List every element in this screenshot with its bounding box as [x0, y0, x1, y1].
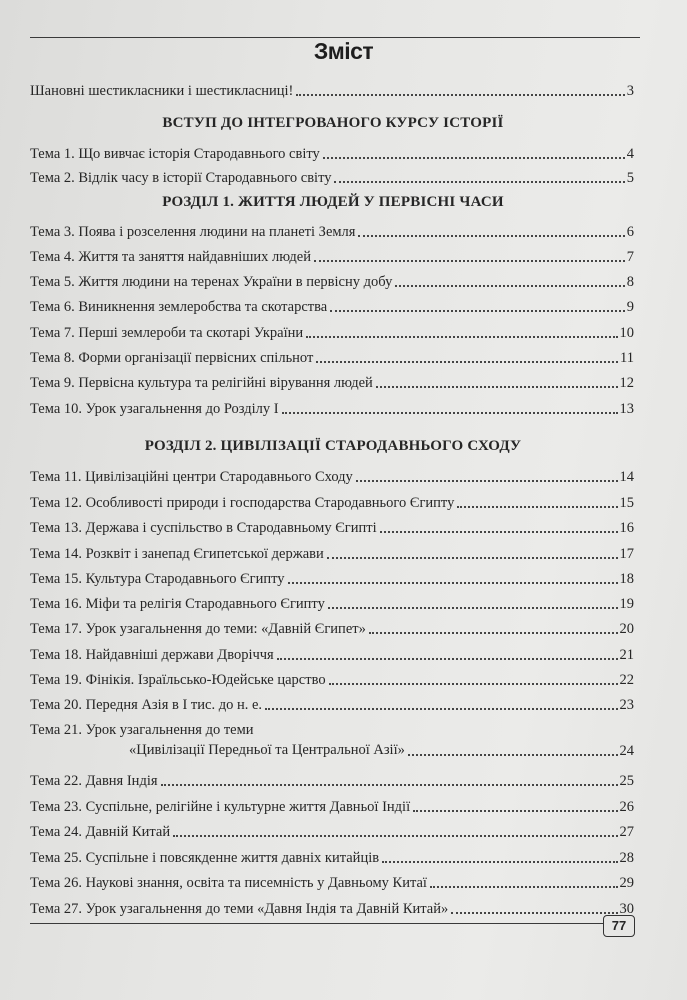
toc-entry-page: 21 — [619, 647, 634, 663]
toc-entry-page: 20 — [619, 621, 634, 637]
toc-entry-label: Тема 24. Давній Китай — [30, 824, 171, 840]
toc-entry — [30, 843, 634, 867]
toc-entry-label: Тема 2. Відлік часу в історії Стародавнього світу — [30, 170, 332, 186]
leader-dots — [328, 607, 618, 609]
toc-entry-label: Тема 16. Міфи та релігія Стародавнього Єгипту — [30, 596, 325, 612]
leader-dots — [376, 386, 618, 388]
toc-entry — [30, 640, 634, 664]
toc-entry-page: 10 — [619, 325, 634, 341]
toc-entry-page: 15 — [619, 495, 634, 511]
toc-entry-page: 19 — [619, 596, 634, 612]
toc-entry-label: Тема 12. Особливості природи і господарства Стародавнього Єгипту — [30, 495, 455, 511]
leader-dots — [408, 754, 618, 756]
toc-entry — [30, 217, 634, 241]
toc-entry-page: 24 — [619, 743, 634, 759]
toc-entry-label: Тема 22. Давня Індія — [30, 773, 158, 789]
toc-entry — [30, 589, 634, 613]
toc-entry-page: 7 — [626, 249, 634, 265]
toc-entry-page: 30 — [619, 901, 634, 917]
leader-dots — [356, 480, 618, 482]
toc-entry-label-line1: Тема 21. Урок узагальнення до теми — [30, 722, 254, 738]
toc-entry-label: Тема 3. Поява і розселення людини на планеті Земля — [30, 224, 356, 240]
leader-dots — [314, 260, 625, 262]
leader-dots — [329, 683, 618, 685]
page-number-badge: 77 — [603, 915, 635, 937]
toc-entry-label: Тема 25. Суспільне і повсякденне життя давніх китайців — [30, 850, 380, 866]
page-title: Зміст — [313, 38, 374, 64]
leader-dots — [327, 557, 618, 559]
leader-dots — [316, 361, 618, 363]
leader-dots — [382, 861, 617, 863]
toc-entry — [30, 614, 634, 638]
toc-entry-page: 17 — [619, 546, 634, 562]
toc-entry-page: 4 — [626, 146, 634, 162]
toc-entry — [30, 462, 634, 486]
toc-entry-page: 25 — [619, 773, 634, 789]
toc-entry-page: 27 — [619, 824, 634, 840]
toc-entry-label — [30, 720, 405, 760]
toc-intro — [30, 76, 634, 100]
leader-dots — [369, 632, 618, 634]
leader-dots — [161, 784, 618, 786]
toc-entry-page: 18 — [619, 571, 634, 587]
toc-intro-page: 3 — [626, 83, 634, 99]
toc-entry-label: Тема 4. Життя та заняття найдавніших людей — [30, 249, 311, 265]
leader-dots — [277, 658, 618, 660]
toc-entry — [30, 368, 634, 392]
leader-dots — [296, 94, 624, 96]
leader-dots — [358, 235, 624, 237]
toc-entry-page: 16 — [619, 520, 634, 536]
leader-dots — [451, 912, 617, 914]
leader-dots — [457, 506, 617, 508]
toc-entry-label: Тема 1. Що вивчає історія Стародавнього світу — [30, 146, 320, 162]
toc-entry-label: Тема 17. Урок узагальнення до теми: «Давній Єгипет» — [30, 621, 366, 637]
toc-entry-label: Тема 9. Первісна культура та релігійні вірування людей — [30, 375, 373, 391]
toc-entry-page: 11 — [620, 350, 634, 366]
toc-entry-page: 26 — [619, 799, 634, 815]
toc-entry-label: Тема 15. Культура Стародавнього Єгипту — [30, 571, 285, 587]
toc-entry — [30, 318, 634, 342]
toc-entry — [30, 868, 634, 892]
toc-entry-page: 23 — [619, 697, 634, 713]
toc-entry — [30, 394, 634, 418]
toc-entry-page: 28 — [619, 850, 634, 866]
toc-entry-label: Тема 27. Урок узагальнення до теми «Давня Індія та Давній Китай» — [30, 901, 449, 917]
toc-entry-page: 22 — [619, 672, 634, 688]
toc-entry-label-line2: «Цивілізації Передньої та Центральної Азії» — [129, 742, 405, 758]
toc-entry-page: 13 — [619, 401, 634, 417]
leader-dots — [173, 835, 617, 837]
toc-entry — [30, 488, 634, 512]
toc-entry-page: 12 — [619, 375, 634, 391]
toc-entry — [30, 817, 634, 841]
toc-entry — [30, 267, 634, 291]
toc-entry — [30, 163, 634, 187]
toc-entry — [30, 564, 634, 588]
leader-dots — [282, 412, 618, 414]
toc-entry-page: 6 — [626, 224, 634, 240]
toc-entry-label: Тема 7. Перші землероби та скотарі України — [30, 325, 304, 341]
toc-entry-label: Тема 8. Форми організації первісних спільнот — [30, 350, 314, 366]
toc-entry-label: Тема 20. Передня Азія в І тис. до н. е. — [30, 697, 263, 713]
toc-entry — [30, 766, 634, 790]
toc-entry — [30, 792, 634, 816]
toc-intro-label: Шановні шестикласники і шестикласниці! — [30, 83, 294, 99]
toc-entry-label: Тема 5. Життя людини на теренах України в первісну добу — [30, 274, 393, 290]
toc-entry — [30, 343, 634, 367]
section-heading-intro: ВСТУП ДО ІНТЕГРОВАНОГО КУРСУ ІСТОРІЇ — [162, 115, 504, 131]
toc-entry — [30, 242, 634, 266]
toc-entry — [30, 292, 634, 316]
toc-entry-page: 8 — [626, 274, 634, 290]
toc-entry-label: Тема 6. Виникнення землеробства та скотарства — [30, 299, 328, 315]
toc-entry — [30, 894, 634, 918]
toc-entry-label: Тема 26. Наукові знання, освіта та писемність у Давньому Китаї — [30, 875, 427, 891]
toc-entry-label: Тема 23. Суспільне, релігійне і культурне життя Давньої Індії — [30, 799, 411, 815]
leader-dots — [430, 886, 618, 888]
leader-dots — [306, 336, 617, 338]
toc-entry-label: Тема 19. Фінікія. Ізраїльсько-Юдейське царство — [30, 672, 326, 688]
toc-entry-page: 14 — [619, 469, 634, 485]
toc-entry-label: Тема 14. Розквіт і занепад Єгипетської держави — [30, 546, 324, 562]
toc-entry-label: Тема 18. Найдавніші держави Дворіччя — [30, 647, 274, 663]
leader-dots — [395, 285, 624, 287]
toc-entry-label: Тема 13. Держава і суспільство в Стародавньому Єгипті — [30, 520, 377, 536]
section-heading-2: РОЗДІЛ 2. ЦИВІЛІЗАЦІЇ СТАРОДАВНЬОГО СХОДУ — [144, 438, 522, 454]
toc-entry — [30, 665, 634, 689]
toc-entry-label: Тема 11. Цивілізаційні центри Стародавнього Сходу — [30, 469, 353, 485]
leader-dots — [380, 531, 618, 533]
toc-entry-page: 9 — [626, 299, 634, 315]
leader-dots — [288, 582, 618, 584]
toc-entry — [30, 720, 634, 760]
toc-entry-page: 5 — [626, 170, 634, 186]
leader-dots — [265, 708, 617, 710]
toc-entry — [30, 690, 634, 714]
toc-entry — [30, 539, 634, 563]
toc-entry-page: 29 — [619, 875, 634, 891]
leader-dots — [334, 181, 624, 183]
bottom-rule — [30, 923, 604, 924]
section-heading-1: РОЗДІЛ 1. ЖИТТЯ ЛЮДЕЙ У ПЕРВІСНІ ЧАСИ — [162, 194, 504, 210]
toc-entry — [30, 139, 634, 163]
leader-dots — [413, 810, 617, 812]
toc-entry — [30, 513, 634, 537]
leader-dots — [323, 157, 625, 159]
leader-dots — [330, 310, 625, 312]
toc-entry-label: Тема 10. Урок узагальнення до Розділу І — [30, 401, 279, 417]
